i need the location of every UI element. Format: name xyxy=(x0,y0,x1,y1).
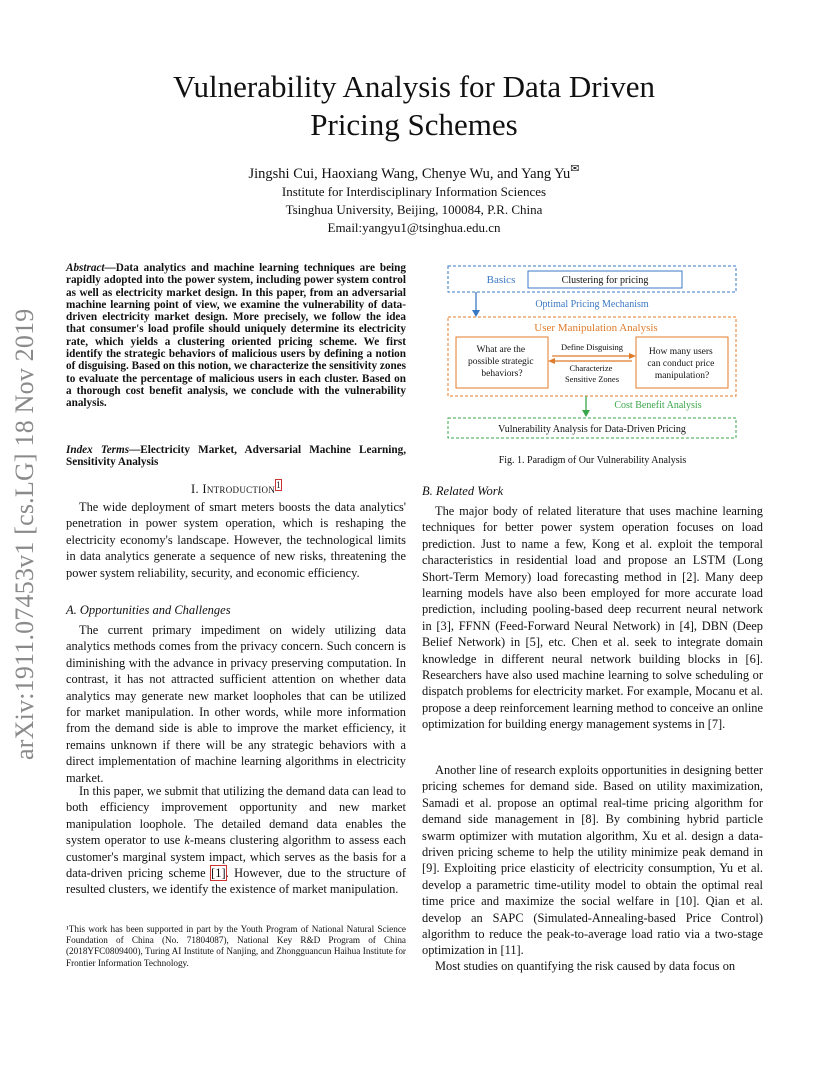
title-line-2: Pricing Schemes xyxy=(310,107,518,142)
index-terms-label: Index Terms xyxy=(66,444,130,456)
figure-left-box-text: What are the possible strategic behaviors? xyxy=(467,345,534,379)
abstract xyxy=(66,262,406,410)
email-line: Email:yangyu1@tsinghua.edu.cn xyxy=(327,219,501,235)
footnote-marker-link[interactable]: 1 xyxy=(276,480,281,490)
figure-arrow-down-green xyxy=(582,410,590,417)
figure-vulnerability-paradigm xyxy=(446,264,738,440)
affiliation-line-1: Institute for Interdisciplinary Information Sciences xyxy=(281,183,547,199)
subsection-a-paragraph-1: The current primary impediment on widely utilizing data analytics methods comes from the privacy concern. Such concern is diminishing with the advance in privacy preserving computation. In contrast, it has not attracted sufficient attention on whether data analytics may generate new market loopholes that can be utilized for market manipulation. In other words, while more information from the demand side is able to improve the market efficiency, it remains unknown if there will be any strategic behaviors with a direct implementation of machine learning algorithms in electricity market. xyxy=(66,623,406,785)
figure-arrow-left-orange xyxy=(548,358,555,364)
figure-user-manip-label: User Manipulation Analysis xyxy=(534,322,658,334)
figure-caption: Fig. 1. Paradigm of Our Vulnerability Analysis xyxy=(498,455,687,466)
figure-arrow-down-blue xyxy=(472,310,480,317)
abstract-text: —Data analytics and machine learning techniques are being rapidly adopted into the power system, including power system control as well as electricity market design. In this paper, from an adversarial machine learning point of view, we examine the vulnerability of data-driven electricity market design. More precisely, we follow the idea that consumer's load profile should uniquely determine its electricity rate, which yields a clustering oriented pricing scheme. We first identify the strategic behaviors of malicious users by defining a notion of disguising. Based on this notion, we characterize the sensitivity zones to evaluate the percentage of malicious users in each cluster. Based on a thorough cost benefit analysis, we conclude with the vulnerability analysis. xyxy=(66,262,406,410)
figure-vuln-label: Vulnerability Analysis for Data-Driven Pricing xyxy=(498,424,686,435)
section-heading-introduction: I. Introduction$^1$ xyxy=(191,480,281,497)
subsection-b-paragraph-2: Another line of research exploits opportunities in designing better pricing schemes for demand side. Based on utility maximization, Samadi et al. propose an optimal real-time pricing algorithm for demand side management in [8]. By combining hybrid particle swarm optimizer with mutation algorithm, Xu et al. design a data-driven pricing scheme to help the utility minimize peak demand in [9]. Exploiting price elasticity of electricity consumption, Yu et al. develop a parametric time-utility model to obtain the optimal real time price and maximize the social welfare in [10]. Qian et al. develop an SAPC (Simulated-Annealing-based Price Control) algorithm to reduce the peak-to-average load ratio via a two-stage optimization in [11]. xyxy=(422,763,763,958)
figure-clustering-label: Clustering for pricing xyxy=(561,275,649,286)
figure-cost-label: Cost Benefit Analysis xyxy=(614,400,702,411)
subsection-heading-b: B. Related Work xyxy=(422,484,504,498)
subsection-heading-a: A. Opportunities and Challenges xyxy=(66,603,231,617)
figure-define-label: Define Disguising xyxy=(560,342,624,352)
abstract-label: Abstract xyxy=(66,262,105,274)
affiliation-line-2: Tsinghua University, Beijing, 100084, P.R. China xyxy=(285,201,543,217)
figure-arrow-right-orange xyxy=(629,353,636,359)
author-block xyxy=(0,160,828,237)
author-list: Jingshi Cui, Haoxiang Wang, Chenye Wu, and Yang Yu xyxy=(248,165,571,182)
arxiv-identifier: arXiv:1911.07453v1 [cs.LG] 18 Nov 2019 xyxy=(10,308,39,760)
figure-right-box-text: How many users can conduct price manipulation? xyxy=(647,347,715,381)
citation-link-1[interactable]: [1] xyxy=(211,866,226,881)
intro-paragraph-1: The wide deployment of smart meters boosts the data analytics' penetration in power system operation, which is reshaping the electricity economy's landscape. However, the technological limits in data analytics generate a sequence of new risks, threatening the power system reliability, security, and economic efficiency. xyxy=(66,500,406,580)
subsection-b-paragraph-3: Most studies on quantifying the risk caused by data focus on xyxy=(435,959,736,973)
footnote: ¹This work has been supported in part by the Youth Program of National Natural Science Foundation of China (No. 71804087), National Key R&D Program of China (2018YFC0809400), Turing AI Institute of Nanjing, and Zhongguancun Haihua Institute for Frontier Information Technology. xyxy=(66,924,406,968)
index-terms xyxy=(66,444,406,469)
figure-optimal-label: Optimal Pricing Mechanism xyxy=(535,299,649,310)
subsection-a-paragraph-2: In this paper, we submit that utilizing the demand data can lead to both efficiency improvement opportunity and new market manipulation loophole. The detailed demand data enables the system operator to use k-means clustering algorithm to assess each customer's marginal system impact, which serves as the basis for a data-driven pricing scheme [1]. However, due to the structure of resulted clusters, we identify the existence of market manipulation. xyxy=(66,784,406,897)
paper-title xyxy=(0,68,828,144)
index-terms-text: —Electricity Market, Adversarial Machine Learning, Sensitivity Analysis xyxy=(66,444,406,469)
subsection-b-paragraph-1: The major body of related literature that uses machine learning techniques for better power system operation focuses on load prediction. Just to name a few, Kong et al. exploit the temporal characteristics in residential load and propose an LSTM (Long Short-Term Memory) load forecasting method in [2]. Many deep learning models have also been employed for more accurate load prediction, including pooling-based deep recurrent neural network in [3], FFNN (Feed-Forward Neural Network) in [4], DBN (Deep Belief Network) in [5], etc. Chen et al. seek to integrate domain knowledge in different neural network building blocks in [6]. Researchers have also used machine learning to solve scheduling or dispatch problems for electricity market. For example, Mocanu et al. propose a deep reinforcement learning method to conceive an online optimization for building energy management systems in [7]. xyxy=(422,504,763,732)
figure-characterize-label: Characterize Sensitive Zones xyxy=(564,363,620,384)
title-line-1: Vulnerability Analysis for Data Driven xyxy=(173,69,655,104)
envelope-icon: ✉ xyxy=(570,163,580,175)
figure-basics-label: Basics xyxy=(486,274,516,286)
